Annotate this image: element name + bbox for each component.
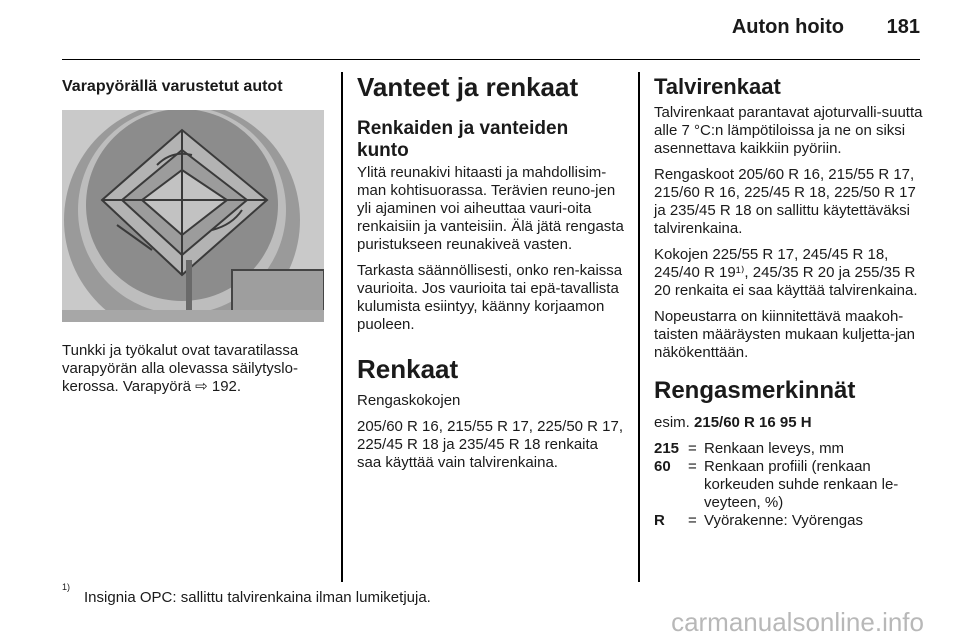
tyre-marking-example <box>654 414 924 432</box>
column-left <box>62 72 324 404</box>
paragraph: Rengaskoot 205/60 R 16, 215/55 R 17, 215/60 R 16, 225/45 R 18, 225/50 R 17 ja 235/45 R 18 on sallittu käytettäväksi talvirenkaina. <box>654 166 916 237</box>
section-heading-tyre-markings: Rengasmerkinnät <box>654 377 856 404</box>
page-number: 181 <box>886 16 920 38</box>
definition-key: 215 <box>654 440 680 457</box>
definition-equals: = <box>688 440 697 457</box>
definition-key: R <box>654 512 665 529</box>
definition-row <box>654 440 924 458</box>
footnote <box>62 582 431 606</box>
watermark: carmanualsonline.info <box>671 607 924 637</box>
footnote-text: Insignia OPC: sallittu talvirenkaina ilman lumiketjuja. <box>84 589 431 606</box>
section-heading-winter-tyres: Talvirenkaat <box>654 74 781 99</box>
column-middle <box>357 72 625 480</box>
definition-key: 60 <box>654 458 671 475</box>
column-divider <box>638 72 640 582</box>
paragraph: Ylitä reunakivi hitaasti ja mahdollisim-man kohtisuorassa. Terävien reuno-jen yli ajaminen voi aiheuttaa vauri-oita renkaisiin ja vanteisiin. Älä jätä rengasta puristukseen reunakiveä vasten. <box>357 164 624 253</box>
example-value: 215/60 R 16 95 H <box>694 414 812 431</box>
example-label: esim. <box>654 414 690 431</box>
definition-row <box>654 458 924 512</box>
column-right <box>654 72 924 530</box>
definition-value: Renkaan profiili (renkaan korkeuden suhde renkaan le-veyteen, %) <box>704 458 899 511</box>
figure-caption: Tunkki ja työkalut ovat tavaratilassa varapyörän alla olevassa säilytyslo-kerossa. Varapyörä ⇨ 192. <box>62 342 299 395</box>
chapter-heading: Vanteet ja renkaat <box>357 72 579 102</box>
definition-list <box>654 440 924 530</box>
definition-value: Vyörakenne: Vyörengas <box>704 512 863 529</box>
paragraph: Kokojen 225/55 R 17, 245/45 R 18, 245/40 R 19¹⁾, 245/35 R 20 ja 255/35 R 20 renkaita ei saa käyttää talvirenkaina. <box>654 246 918 299</box>
subsection-heading: Renkaiden ja vanteiden kunto <box>357 118 569 161</box>
paragraph: 205/60 R 16, 215/55 R 17, 225/50 R 17, 225/45 R 18 ja 235/45 R 18 renkaita saa käyttää vain talvirenkaina. <box>357 418 624 471</box>
spare-wheel-jack-illustration <box>62 110 324 322</box>
definition-row <box>654 512 924 530</box>
page-header <box>62 16 920 60</box>
paragraph: Nopeustarra on kiinnitettävä maakoh-taisten määräysten mukaan kuljetta-jan näkökenttään. <box>654 308 915 361</box>
definition-equals: = <box>688 458 697 475</box>
section-heading-tyres: Renkaat <box>357 354 459 384</box>
paragraph: Rengaskokojen <box>357 392 461 409</box>
section-heading: Varapyörällä varustetut autot <box>62 78 283 95</box>
definition-value: Renkaan leveys, mm <box>704 440 845 457</box>
paragraph: Talvirenkaat parantavat ajoturvalli-suutta alle 7 °C:n lämpötiloissa ja ne on siksi asennettava kaikkiin pyöriin. <box>654 104 923 157</box>
footnote-mark: 1) <box>62 582 71 592</box>
column-divider <box>341 72 343 582</box>
section-title: Auton hoito <box>731 16 844 38</box>
definition-equals: = <box>688 512 697 529</box>
paragraph: Tarkasta säännöllisesti, onko ren-kaissa vaurioita. Jos vaurioita tai epä-tavallista kulumista esiintyy, käänny korjaamon puoleen. <box>357 262 623 333</box>
